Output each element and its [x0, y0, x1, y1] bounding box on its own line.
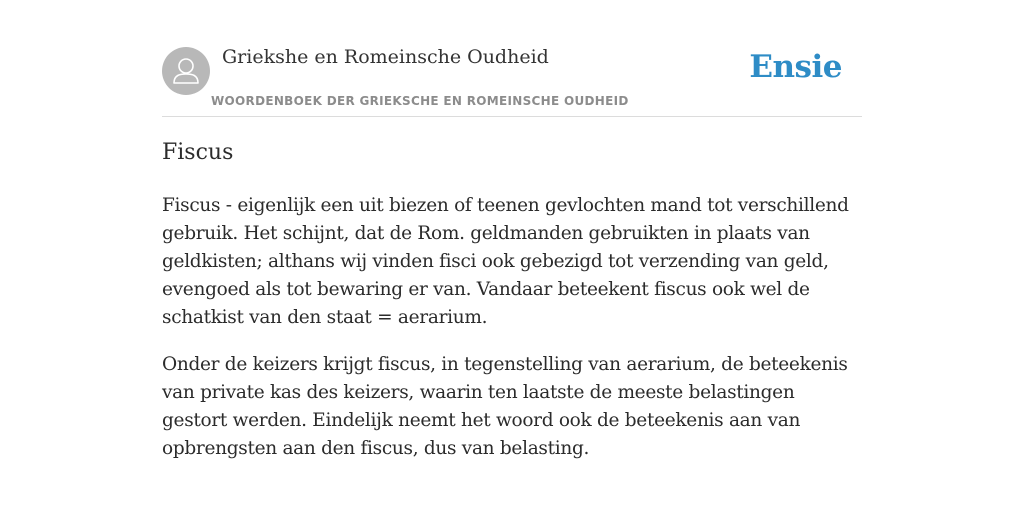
entry-paragraph: Fiscus - eigenlijk een uit biezen of teenen gevlochten mand tot verschillend gebruik. Het schijnt, dat de Rom. geldmanden gebruikten in plaats van geldkisten; althans wij vinden fisci ook gebezigd tot verzending van geld, evengoed als tot bewaring er van. Vandaar beteekent fiscus ook wel de schatkist van den staat = aerarium. — [162, 195, 849, 328]
source-subtitle: WOORDENBOEK DER GRIEKSCHE EN ROMEINSCHE OUDHEID — [211, 94, 629, 108]
entry-paragraph: Onder de keizers krijgt fiscus, in tegenstelling van aerarium, de beteekenis van private kas des keizers, waarin ten laatste de meeste belastingen gestort werden. Eindelijk neemt het woord ook de beteekenis aan van opbrengsten aan den fiscus, dus van belasting. — [162, 354, 848, 459]
brand-logo[interactable]: Ensie — [749, 49, 842, 85]
entry-title: Fiscus — [162, 140, 234, 165]
user-icon[interactable] — [162, 47, 210, 95]
source-title[interactable]: Griekshe en Romeinsche Oudheid — [222, 46, 549, 68]
page — [162, 0, 862, 459]
header — [162, 0, 862, 117]
entry-body — [162, 192, 862, 482]
